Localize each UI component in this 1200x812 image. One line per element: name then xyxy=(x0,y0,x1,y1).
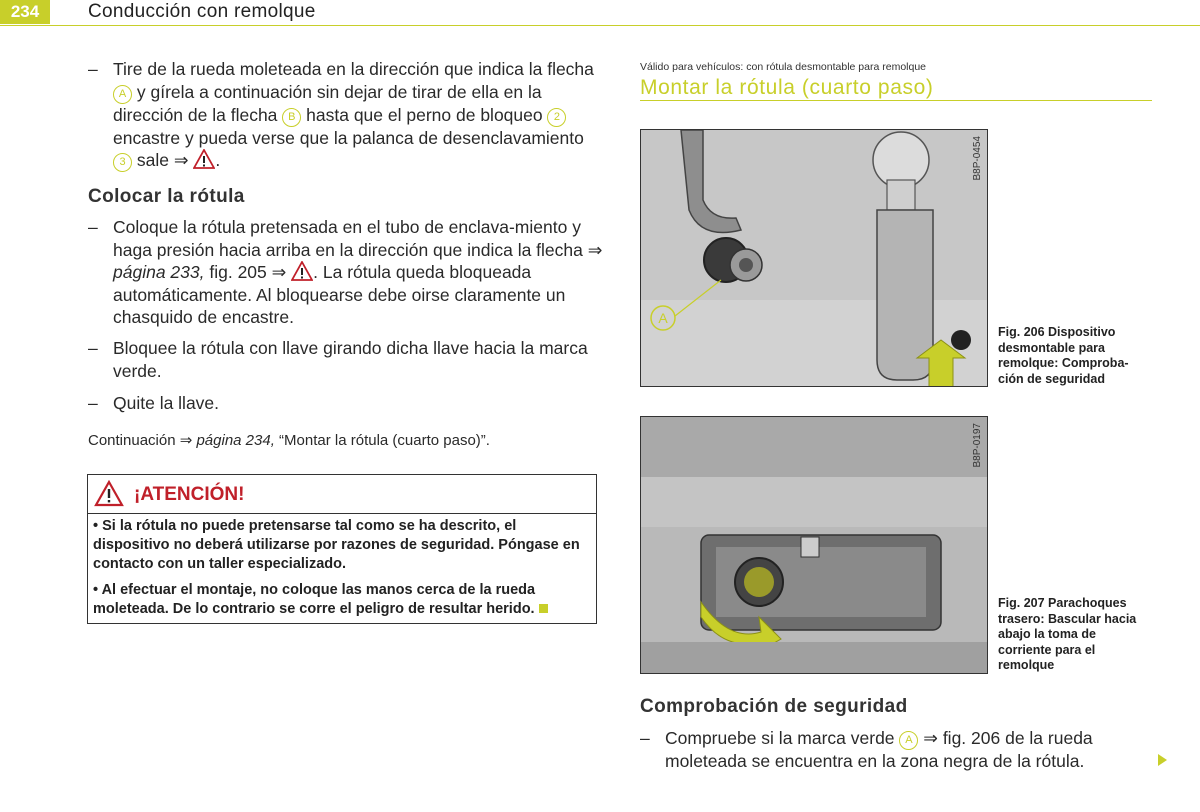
list-dash: – xyxy=(88,217,98,237)
caption-number: Fig. 207 xyxy=(998,596,1045,610)
list-item xyxy=(88,216,603,329)
callout-3-icon: 3 xyxy=(113,153,132,172)
item-text: . xyxy=(215,150,221,170)
caption-number: Fig. 206 xyxy=(998,325,1045,339)
list-item xyxy=(88,392,603,415)
section-heading-colocar: Colocar la rótula xyxy=(88,186,245,207)
list-dash: – xyxy=(88,393,98,413)
header-rule xyxy=(0,25,1200,26)
list-item xyxy=(88,337,603,382)
warning-bullet: • Si la rótula no puede pretensarse tal como se ha descrito, el dispositivo no deberá utilizarse por razones de seguridad. Póngase en contacto con un taller especializado. xyxy=(93,518,580,572)
continuation-note xyxy=(88,431,490,449)
section-title: Montar la rótula (cuarto paso) xyxy=(640,76,934,99)
chapter-title: Conducción con remolque xyxy=(88,1,316,22)
item-text: y gírela a continuación sin dejar de tirar de ella en la dirección de la flecha xyxy=(113,81,542,125)
page-reference: página 234, xyxy=(196,432,275,449)
page-reference: página 233, xyxy=(113,262,205,282)
end-mark-icon xyxy=(539,604,548,613)
figure-label-a: A xyxy=(658,310,668,326)
item-text: . La rótula queda bloqueada automáticamente. Al bloquearse debe oirse claramente un chasquido de encastre. xyxy=(113,262,566,327)
caption-text: Parachoques trasero: Bascular hacia abajo la toma de corriente para el remolque xyxy=(998,596,1137,672)
item-text: Quite la llave. xyxy=(113,393,220,413)
callout-2-icon: 2 xyxy=(547,108,566,127)
figure-206-caption xyxy=(998,325,1148,387)
figure-206 xyxy=(640,129,988,387)
item-text: hasta que el perno de bloqueo xyxy=(306,104,543,125)
item-text: encastre y pueda verse que la palanca de desenclavamiento xyxy=(113,127,584,148)
warning-bullet-text: • Al efectuar el montaje, no coloque las manos cerca de la rueda moleteada. De lo contrario se corre el peligro de resultar herido. xyxy=(93,582,536,617)
item-text: sale ⇒ xyxy=(136,150,189,170)
warning-title: ¡ATENCIÓN! xyxy=(134,484,245,505)
item-text: Tire de la rueda moleteada en la dirección que indica la flecha xyxy=(113,59,594,79)
list-dash: – xyxy=(640,728,650,748)
callout-a-icon: A xyxy=(113,85,132,104)
continuation-text: Continuación ⇒ xyxy=(88,432,193,449)
validity-note: Válido para vehículos: con rótula desmontable para remolque xyxy=(640,61,927,73)
item-text: Coloque la rótula pretensada en el tubo de enclava-miento y haga presión hacia arriba en la dirección que indica la flecha ⇒ xyxy=(113,217,603,260)
figure-207 xyxy=(640,416,988,674)
item-text: Bloquee la rótula con llave girando dicha llave hacia la marca verde. xyxy=(113,338,588,381)
item-text: Compruebe si la marca verde xyxy=(665,728,895,748)
figure-code: B8P-0197 xyxy=(972,423,983,468)
continuation-text: “Montar la rótula (cuarto paso)”. xyxy=(279,432,490,449)
item-text: fig. 205 ⇒ xyxy=(209,262,287,282)
list-item xyxy=(640,727,1140,773)
warning-triangle-icon xyxy=(193,149,215,169)
warning-bullet-2 xyxy=(93,581,588,619)
warning-triangle-icon xyxy=(94,480,124,507)
figure-code: B8P-0454 xyxy=(972,136,983,181)
rear-bumper-illustration xyxy=(641,417,988,674)
warning-triangle-icon xyxy=(291,261,313,281)
callout-a-icon: A xyxy=(899,731,918,750)
warning-box xyxy=(87,474,597,624)
figure-207-caption xyxy=(998,596,1148,674)
list-dash: – xyxy=(88,59,98,79)
item-text: ⇒ fig. 206 de la rueda moleteada se encuentra en la zona negra de la rótula. xyxy=(665,728,1093,771)
callout-b-icon: B xyxy=(282,108,301,127)
page-number: 234 xyxy=(0,0,50,24)
list-item xyxy=(88,58,603,172)
warning-body xyxy=(93,517,588,626)
caption-text: Dispositivo desmontable para remolque: Comproba-ción de seguridad xyxy=(998,325,1129,386)
tow-ball-illustration xyxy=(641,130,988,387)
next-page-arrow-icon[interactable] xyxy=(1158,754,1167,766)
warning-header xyxy=(88,475,596,514)
list-dash: – xyxy=(88,338,98,358)
section-heading-comprobacion: Comprobación de seguridad xyxy=(640,696,908,717)
section-rule xyxy=(640,100,1152,101)
